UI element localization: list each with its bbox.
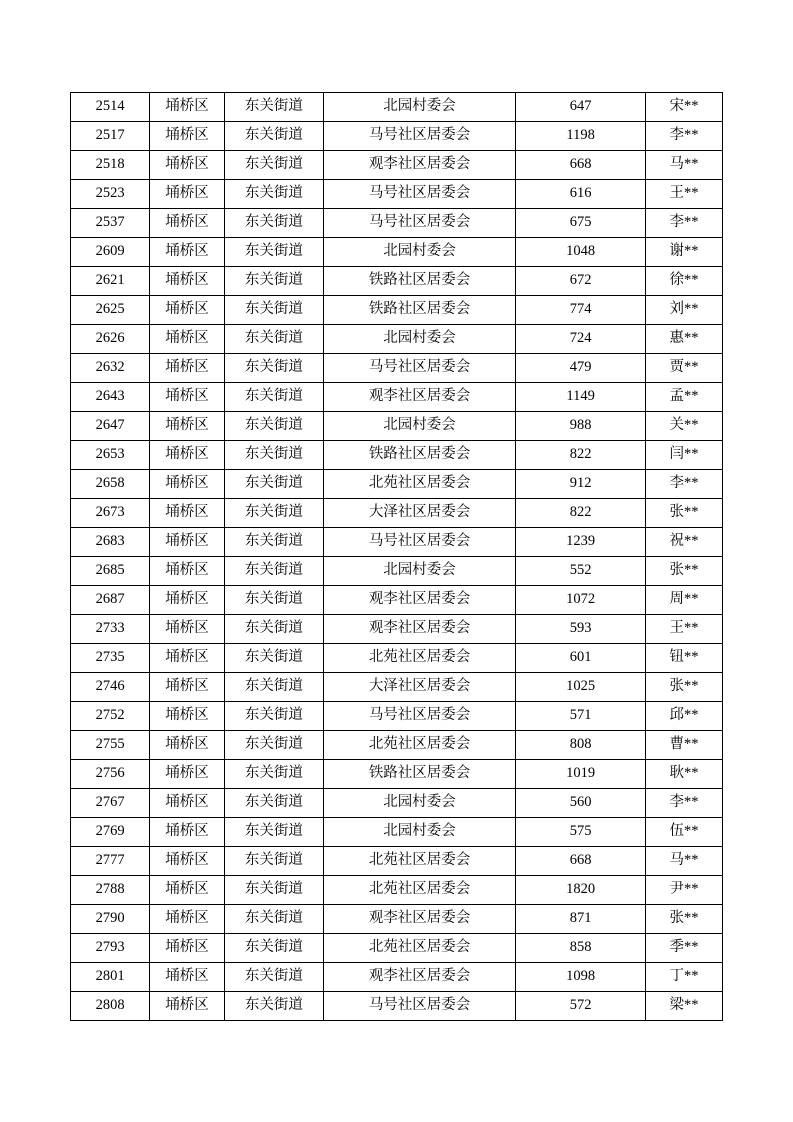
- table-cell-amount: 988: [516, 412, 646, 441]
- table-cell-street: 东关街道: [224, 818, 323, 847]
- table-cell-name: 季**: [646, 934, 723, 963]
- table-cell-community: 北园村委会: [323, 412, 515, 441]
- table-row: [71, 180, 723, 209]
- table-row: [71, 818, 723, 847]
- table-cell-street: 东关街道: [224, 702, 323, 731]
- table-cell-amount: 1820: [516, 876, 646, 905]
- table-cell-community: 北苑社区居委会: [323, 934, 515, 963]
- table-cell-community: 观李社区居委会: [323, 151, 515, 180]
- table-cell-district: 埇桥区: [150, 383, 225, 412]
- table-body: [71, 93, 723, 1021]
- table-cell-district: 埇桥区: [150, 760, 225, 789]
- table-cell-id: 2653: [71, 441, 150, 470]
- table-cell-community: 北苑社区居委会: [323, 731, 515, 760]
- table-cell-name: 李**: [646, 789, 723, 818]
- table-cell-street: 东关街道: [224, 267, 323, 296]
- table-cell-name: 马**: [646, 847, 723, 876]
- table-cell-amount: 575: [516, 818, 646, 847]
- table-cell-amount: 601: [516, 644, 646, 673]
- table-cell-street: 东关街道: [224, 354, 323, 383]
- table-cell-name: 周**: [646, 586, 723, 615]
- table-cell-street: 东关街道: [224, 151, 323, 180]
- table-cell-street: 东关街道: [224, 731, 323, 760]
- table-cell-name: 曹**: [646, 731, 723, 760]
- table-cell-id: 2801: [71, 963, 150, 992]
- table-cell-name: 丁**: [646, 963, 723, 992]
- table-row: [71, 615, 723, 644]
- table-cell-district: 埇桥区: [150, 789, 225, 818]
- table-cell-id: 2687: [71, 586, 150, 615]
- table-cell-id: 2755: [71, 731, 150, 760]
- table-cell-street: 东关街道: [224, 963, 323, 992]
- table-cell-name: 谢**: [646, 238, 723, 267]
- table-cell-street: 东关街道: [224, 528, 323, 557]
- table-row: [71, 354, 723, 383]
- table-cell-id: 2537: [71, 209, 150, 238]
- table-cell-district: 埇桥区: [150, 557, 225, 586]
- table-cell-amount: 871: [516, 905, 646, 934]
- table-cell-id: 2621: [71, 267, 150, 296]
- table-cell-district: 埇桥区: [150, 209, 225, 238]
- table-row: [71, 702, 723, 731]
- table-cell-id: 2673: [71, 499, 150, 528]
- table-row: [71, 673, 723, 702]
- table-cell-name: 宋**: [646, 93, 723, 122]
- table-cell-amount: 774: [516, 296, 646, 325]
- table-cell-district: 埇桥区: [150, 673, 225, 702]
- table-cell-id: 2658: [71, 470, 150, 499]
- table-cell-name: 伍**: [646, 818, 723, 847]
- table-row: [71, 499, 723, 528]
- table-row: [71, 557, 723, 586]
- table-cell-name: 祝**: [646, 528, 723, 557]
- table-cell-community: 北苑社区居委会: [323, 847, 515, 876]
- table-cell-name: 孟**: [646, 383, 723, 412]
- table-cell-amount: 808: [516, 731, 646, 760]
- table-cell-amount: 647: [516, 93, 646, 122]
- table-cell-district: 埇桥区: [150, 441, 225, 470]
- table-cell-id: 2626: [71, 325, 150, 354]
- table-cell-district: 埇桥区: [150, 847, 225, 876]
- table-cell-amount: 1239: [516, 528, 646, 557]
- table-row: [71, 122, 723, 151]
- table-cell-community: 北园村委会: [323, 789, 515, 818]
- table-cell-name: 李**: [646, 470, 723, 499]
- table-cell-amount: 1098: [516, 963, 646, 992]
- table-row: [71, 905, 723, 934]
- table-cell-street: 东关街道: [224, 789, 323, 818]
- table-cell-id: 2685: [71, 557, 150, 586]
- table-cell-amount: 822: [516, 499, 646, 528]
- table-cell-district: 埇桥区: [150, 296, 225, 325]
- table-cell-id: 2643: [71, 383, 150, 412]
- table-cell-name: 邱**: [646, 702, 723, 731]
- table-cell-community: 观李社区居委会: [323, 586, 515, 615]
- table-cell-street: 东关街道: [224, 93, 323, 122]
- table-cell-district: 埇桥区: [150, 267, 225, 296]
- table-cell-amount: 724: [516, 325, 646, 354]
- table-row: [71, 383, 723, 412]
- table-cell-community: 马号社区居委会: [323, 992, 515, 1021]
- table-cell-amount: 572: [516, 992, 646, 1021]
- table-cell-street: 东关街道: [224, 615, 323, 644]
- table-cell-id: 2683: [71, 528, 150, 557]
- table-cell-community: 马号社区居委会: [323, 702, 515, 731]
- table-cell-name: 闫**: [646, 441, 723, 470]
- table-cell-id: 2518: [71, 151, 150, 180]
- table-cell-amount: 858: [516, 934, 646, 963]
- table-cell-street: 东关街道: [224, 992, 323, 1021]
- table-cell-amount: 822: [516, 441, 646, 470]
- table-cell-id: 2609: [71, 238, 150, 267]
- table-cell-name: 李**: [646, 209, 723, 238]
- table-cell-community: 大泽社区居委会: [323, 499, 515, 528]
- table-cell-community: 北苑社区居委会: [323, 470, 515, 499]
- table-row: [71, 470, 723, 499]
- table-cell-id: 2735: [71, 644, 150, 673]
- table-cell-amount: 479: [516, 354, 646, 383]
- table-cell-community: 铁路社区居委会: [323, 760, 515, 789]
- table-cell-id: 2625: [71, 296, 150, 325]
- table-cell-street: 东关街道: [224, 412, 323, 441]
- table-row: [71, 238, 723, 267]
- table-row: [71, 731, 723, 760]
- table-row: [71, 296, 723, 325]
- table-cell-district: 埇桥区: [150, 528, 225, 557]
- table-cell-name: 关**: [646, 412, 723, 441]
- table-row: [71, 209, 723, 238]
- table-cell-street: 东关街道: [224, 441, 323, 470]
- table-cell-district: 埇桥区: [150, 238, 225, 267]
- table-cell-district: 埇桥区: [150, 412, 225, 441]
- table-row: [71, 93, 723, 122]
- table-cell-amount: 672: [516, 267, 646, 296]
- table-cell-amount: 593: [516, 615, 646, 644]
- table-cell-amount: 571: [516, 702, 646, 731]
- table-row: [71, 586, 723, 615]
- table-cell-id: 2769: [71, 818, 150, 847]
- table-cell-district: 埇桥区: [150, 586, 225, 615]
- table-cell-street: 东关街道: [224, 905, 323, 934]
- table-cell-amount: 668: [516, 847, 646, 876]
- table-row: [71, 992, 723, 1021]
- table-row: [71, 934, 723, 963]
- table-row: [71, 441, 723, 470]
- table-cell-id: 2808: [71, 992, 150, 1021]
- table-cell-name: 马**: [646, 151, 723, 180]
- table-cell-id: 2793: [71, 934, 150, 963]
- table-row: [71, 528, 723, 557]
- table-cell-community: 观李社区居委会: [323, 963, 515, 992]
- table-cell-amount: 1198: [516, 122, 646, 151]
- table-cell-name: 梁**: [646, 992, 723, 1021]
- table-row: [71, 876, 723, 905]
- table-cell-amount: 1019: [516, 760, 646, 789]
- table-cell-amount: 616: [516, 180, 646, 209]
- table-cell-name: 张**: [646, 557, 723, 586]
- table-cell-community: 观李社区居委会: [323, 383, 515, 412]
- table-cell-name: 张**: [646, 905, 723, 934]
- table-cell-district: 埇桥区: [150, 905, 225, 934]
- table-cell-street: 东关街道: [224, 876, 323, 905]
- table-cell-name: 李**: [646, 122, 723, 151]
- table-cell-name: 张**: [646, 499, 723, 528]
- table-cell-street: 东关街道: [224, 673, 323, 702]
- table-cell-id: 2523: [71, 180, 150, 209]
- table-cell-street: 东关街道: [224, 470, 323, 499]
- table-cell-name: 王**: [646, 180, 723, 209]
- table-cell-community: 铁路社区居委会: [323, 296, 515, 325]
- table-cell-amount: 552: [516, 557, 646, 586]
- table-cell-id: 2733: [71, 615, 150, 644]
- table-cell-id: 2632: [71, 354, 150, 383]
- table-cell-community: 铁路社区居委会: [323, 441, 515, 470]
- table-cell-amount: 1072: [516, 586, 646, 615]
- table-cell-district: 埇桥区: [150, 499, 225, 528]
- table-cell-name: 钮**: [646, 644, 723, 673]
- table-cell-name: 刘**: [646, 296, 723, 325]
- table-cell-community: 北园村委会: [323, 238, 515, 267]
- table-cell-id: 2746: [71, 673, 150, 702]
- subsidy-table: [70, 92, 723, 1021]
- table-cell-district: 埇桥区: [150, 992, 225, 1021]
- table-cell-street: 东关街道: [224, 383, 323, 412]
- table-row: [71, 267, 723, 296]
- table-row: [71, 963, 723, 992]
- table-cell-community: 马号社区居委会: [323, 354, 515, 383]
- table-cell-district: 埇桥区: [150, 818, 225, 847]
- table-row: [71, 644, 723, 673]
- table-cell-id: 2767: [71, 789, 150, 818]
- table-cell-street: 东关街道: [224, 499, 323, 528]
- table-cell-amount: 1149: [516, 383, 646, 412]
- table-cell-district: 埇桥区: [150, 615, 225, 644]
- table-cell-community: 铁路社区居委会: [323, 267, 515, 296]
- table-cell-district: 埇桥区: [150, 934, 225, 963]
- table-cell-community: 马号社区居委会: [323, 122, 515, 151]
- table-cell-id: 2756: [71, 760, 150, 789]
- table-cell-id: 2790: [71, 905, 150, 934]
- table-cell-street: 东关街道: [224, 557, 323, 586]
- table-cell-district: 埇桥区: [150, 325, 225, 354]
- table-cell-name: 张**: [646, 673, 723, 702]
- table-cell-community: 北园村委会: [323, 93, 515, 122]
- table-row: [71, 789, 723, 818]
- table-cell-district: 埇桥区: [150, 963, 225, 992]
- table-cell-street: 东关街道: [224, 586, 323, 615]
- table-row: [71, 412, 723, 441]
- table-cell-street: 东关街道: [224, 760, 323, 789]
- table-cell-street: 东关街道: [224, 180, 323, 209]
- table-cell-amount: 1025: [516, 673, 646, 702]
- table-cell-community: 大泽社区居委会: [323, 673, 515, 702]
- table-cell-amount: 668: [516, 151, 646, 180]
- table-cell-name: 惠**: [646, 325, 723, 354]
- table-cell-district: 埇桥区: [150, 702, 225, 731]
- table-cell-street: 东关街道: [224, 209, 323, 238]
- table-row: [71, 847, 723, 876]
- table-cell-name: 尹**: [646, 876, 723, 905]
- table-cell-community: 马号社区居委会: [323, 528, 515, 557]
- table-row: [71, 760, 723, 789]
- table-cell-district: 埇桥区: [150, 93, 225, 122]
- table-cell-amount: 912: [516, 470, 646, 499]
- table-cell-district: 埇桥区: [150, 151, 225, 180]
- table-cell-district: 埇桥区: [150, 876, 225, 905]
- table-cell-id: 2647: [71, 412, 150, 441]
- table-cell-name: 耿**: [646, 760, 723, 789]
- table-cell-name: 王**: [646, 615, 723, 644]
- table-cell-street: 东关街道: [224, 644, 323, 673]
- table-cell-district: 埇桥区: [150, 644, 225, 673]
- table-cell-district: 埇桥区: [150, 731, 225, 760]
- table-cell-amount: 1048: [516, 238, 646, 267]
- table-cell-street: 东关街道: [224, 847, 323, 876]
- table-cell-community: 马号社区居委会: [323, 180, 515, 209]
- table-cell-amount: 675: [516, 209, 646, 238]
- table-cell-community: 北园村委会: [323, 818, 515, 847]
- table-cell-district: 埇桥区: [150, 470, 225, 499]
- table-cell-community: 北苑社区居委会: [323, 644, 515, 673]
- table-cell-community: 北园村委会: [323, 325, 515, 354]
- table-cell-community: 马号社区居委会: [323, 209, 515, 238]
- table-cell-name: 徐**: [646, 267, 723, 296]
- table-cell-community: 观李社区居委会: [323, 905, 515, 934]
- table-cell-id: 2777: [71, 847, 150, 876]
- table-cell-id: 2517: [71, 122, 150, 151]
- table-cell-street: 东关街道: [224, 122, 323, 151]
- table-cell-community: 北园村委会: [323, 557, 515, 586]
- table-cell-name: 贾**: [646, 354, 723, 383]
- table-cell-community: 观李社区居委会: [323, 615, 515, 644]
- table-cell-community: 北苑社区居委会: [323, 876, 515, 905]
- table-cell-id: 2514: [71, 93, 150, 122]
- table-cell-amount: 560: [516, 789, 646, 818]
- table-cell-district: 埇桥区: [150, 122, 225, 151]
- table-cell-district: 埇桥区: [150, 180, 225, 209]
- table-cell-district: 埇桥区: [150, 354, 225, 383]
- table-cell-street: 东关街道: [224, 934, 323, 963]
- table-cell-id: 2752: [71, 702, 150, 731]
- table-cell-id: 2788: [71, 876, 150, 905]
- table-cell-street: 东关街道: [224, 325, 323, 354]
- table-cell-street: 东关街道: [224, 238, 323, 267]
- table-row: [71, 151, 723, 180]
- table-row: [71, 325, 723, 354]
- table-cell-street: 东关街道: [224, 296, 323, 325]
